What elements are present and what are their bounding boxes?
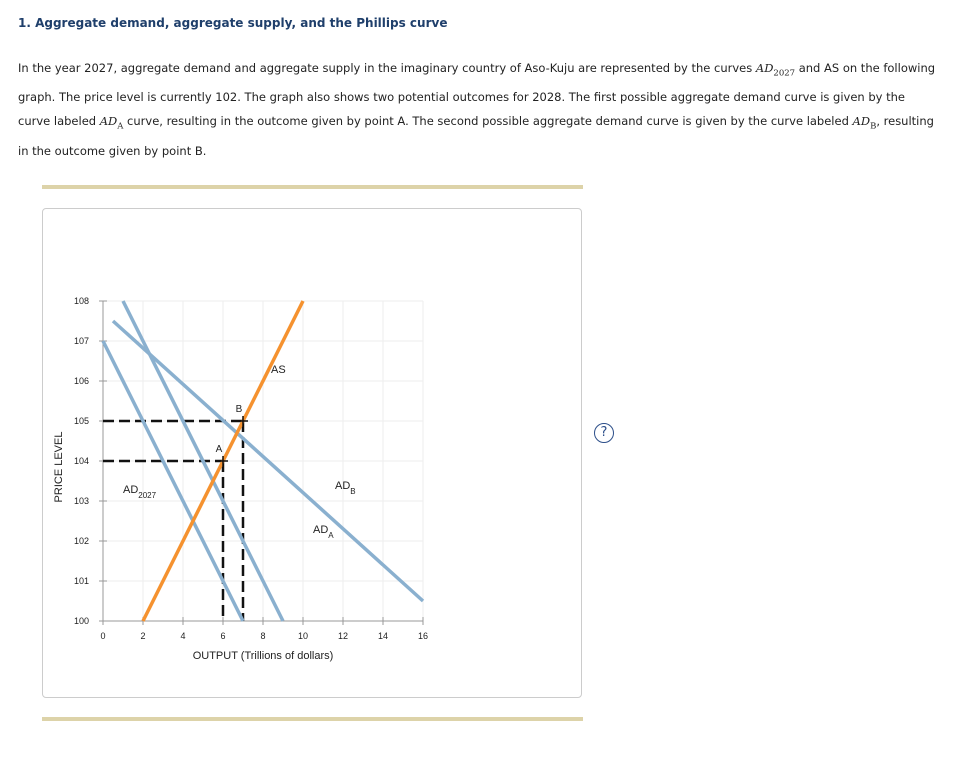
intro-text-2: and AS on the following graph. The price level is currently 102. The graph also shows two potential outcomes for 2028. The first possible aggregate demand curve is given by the curve labeled (18, 61, 936, 129)
x-tick-label-2: 2 (140, 631, 146, 641)
ada-symbol: $AD_A$ (99, 114, 124, 132)
bottom-divider (42, 717, 583, 721)
y-tick-label-101: 101 (73, 576, 89, 586)
x-tick-label-4: 4 (180, 631, 186, 641)
y-tick-label-105: 105 (73, 416, 89, 426)
x-axis-title: OUTPUT (Trillions of dollars) (192, 650, 334, 662)
adb-symbol: $AD_B$ (852, 114, 877, 132)
x-tick-label-10: 10 (297, 631, 309, 641)
intro-text-4: , resulting in the outcome given by point B. (18, 114, 934, 158)
x-tick-label-6: 6 (220, 631, 226, 641)
point-b-label: B (235, 404, 243, 415)
x-tick-label-12: 12 (337, 631, 349, 641)
y-tick-label-103: 103 (73, 496, 89, 506)
y-axis-title: PRICE LEVEL (53, 431, 65, 503)
curve-label-as: AS (271, 364, 286, 376)
y-tick-label-102: 102 (73, 536, 89, 546)
x-tick-label-16: 16 (417, 631, 429, 641)
y-tick-label-104: 104 (73, 456, 89, 466)
ad2027-symbol: $AD_{2027}$ (755, 61, 796, 79)
y-tick-label-106: 106 (73, 376, 89, 386)
point-a-label: A (215, 444, 223, 455)
y-tick-label-100: 100 (73, 616, 89, 626)
intro-text-3: curve, resulting in the outcome given by point A. The second possible aggregate demand curve is given by the curve labeled (123, 114, 853, 129)
help-icon[interactable]: ? (594, 423, 614, 443)
y-tick-label-107: 107 (73, 336, 89, 346)
curve-label-ad-a: $AD_A$ (313, 524, 334, 540)
y-tick-label-108: 108 (73, 296, 89, 306)
question-title: 1. Aggregate demand, aggregate supply, and the Phillips curve (18, 16, 448, 30)
x-tick-label-8: 8 (260, 631, 266, 641)
x-tick-label-14: 14 (377, 631, 389, 641)
x-tick-label-0: 0 (100, 631, 106, 641)
curve-label-ad-b: $AD_B$ (335, 480, 356, 496)
intro-text-1: In the year 2027, aggregate demand and aggregate supply in the imaginary country of Aso-Kuju are represented by the curves (18, 61, 756, 75)
curve-label-ad-2027: $AD_{2027}$ (123, 484, 157, 500)
